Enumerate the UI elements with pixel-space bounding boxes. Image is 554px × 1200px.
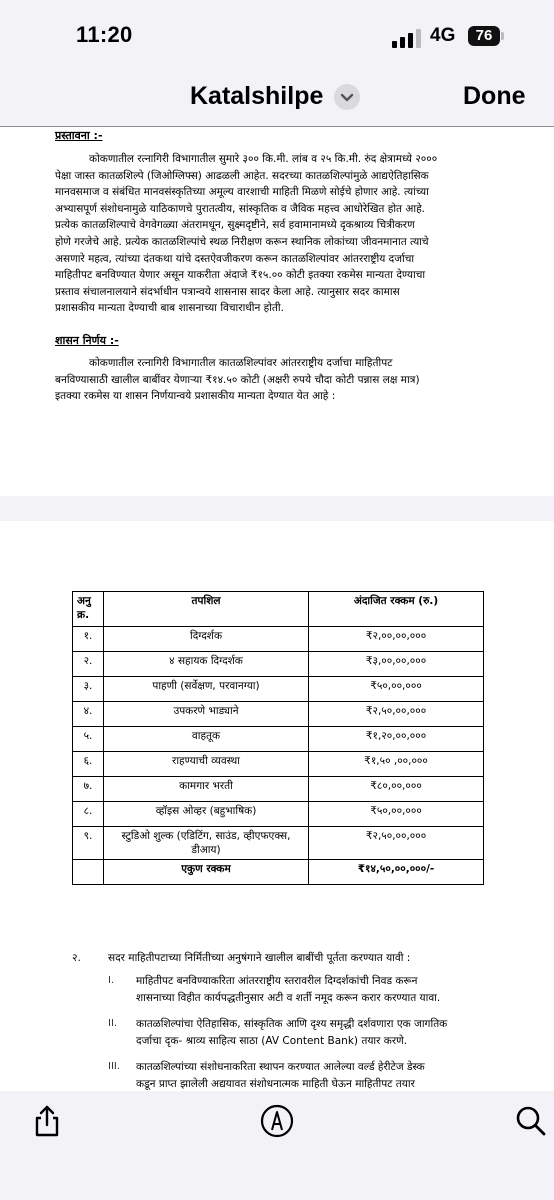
- decision-line: बनविण्यासाठी खालील बाबींवर येणाऱ्या ₹१४.५० कोटी (अक्षरी रुपये चौदा कोटी पन्नास लक्ष मात्र): [55, 373, 420, 386]
- chevron-down-icon: [334, 84, 360, 110]
- intro-line: असणारे महत्व, त्यांच्या दंतकथा यांचे दस्तऐवजीकरण करून कातळशिल्पांवर आंतरराष्ट्रीय दर्जाचा: [55, 252, 415, 265]
- intro-line: प्रत्येक कातळशिल्पाचे वेगवेगळ्या अंतरामधून, सुक्ष्मदृष्टीने, सर्व हवामानामध्ये दृकश्राव्य चित्रीकरण: [55, 219, 415, 232]
- table-row: [73, 677, 484, 702]
- row-amount: ₹१,५० ,००,०००: [309, 752, 484, 777]
- bottom-toolbar: [0, 1091, 554, 1200]
- nav-bar: [0, 70, 554, 126]
- row-amount: ₹८०,००,०००: [309, 777, 484, 802]
- document-page-1: [0, 126, 554, 496]
- intro-line: माहितीपट बनविण्यात येणार असून याकरीता अंदाजे ₹१५.०० कोटी इतक्या रकमेस मान्यता देण्याचा: [55, 269, 426, 282]
- decision-line: कोकणातील रत्नागिरी विभागातील कातळशिल्पांवर आंतरराष्ट्रीय दर्जाचा माहितीपट: [89, 357, 393, 369]
- intro-line: कोकणातील रत्नागिरी विभागातील सुमारे ३०० कि.मी. लांब व २५ कि.मी. रुंद क्षेत्रामध्ये २०००: [89, 153, 438, 165]
- table-row: [73, 627, 484, 652]
- document-title[interactable]: Katalshilpe: [190, 82, 324, 110]
- intro-line: प्रस्ताव संचालनालयाने संदर्भाधीन पत्रान्वये शासनास सादर केला आहे. त्यानुसार सदर कामास: [55, 285, 400, 298]
- row-details: राहण्याची व्यवस्था: [104, 752, 309, 777]
- row-details: वाहतूक: [104, 727, 309, 752]
- table-row: [73, 777, 484, 802]
- list-item-line: दर्जाचा दृक- श्राव्य साहित्य साठा (AV Content Bank) तयार करणे.: [136, 1035, 408, 1047]
- row-details: ४ सहायक दिग्दर्शक: [104, 652, 309, 677]
- document-page-2: [0, 521, 554, 1091]
- row-serial: ८.: [73, 802, 104, 827]
- intro-heading: प्रस्तावना :-: [55, 129, 103, 142]
- list-item-number: III.: [108, 1061, 121, 1072]
- table-row: [73, 752, 484, 777]
- row-serial: ६.: [73, 752, 104, 777]
- cellular-signal-icon: [392, 28, 426, 48]
- list-item: [136, 1059, 488, 1093]
- total-amount: ₹१४,५०,००,०००/-: [309, 860, 484, 885]
- done-button[interactable]: Done: [463, 82, 526, 110]
- intro-line: प्रशासकीय मान्यता देण्याची बाब शासनाच्या विचाराधीन होती.: [55, 302, 284, 315]
- battery-level: 76: [468, 26, 500, 46]
- row-details: दिग्दर्शक: [104, 627, 309, 652]
- row-details: व्हॉइस ओव्हर (बहुभाषिक): [104, 802, 309, 827]
- budget-table: [72, 591, 484, 885]
- row-serial: ९.: [73, 827, 104, 860]
- section-2-number: २.: [72, 952, 81, 964]
- network-type: 4G: [430, 25, 456, 46]
- list-item-line: कातळशिल्पांच्या संशोधनाकरिता स्थापन करण्यात आलेल्या वर्ल्ड हेरीटेज डेस्क: [136, 1061, 425, 1073]
- table-row: [73, 652, 484, 677]
- list-item-line: माहितीपट बनविण्याकरिता आंतरराष्ट्रीय स्तरावरील दिग्दर्शकांची निवड करून: [136, 975, 418, 987]
- list-item-line: शासनाच्या विहीत कार्यपद्धतीनुसार अटी व शर्ती नमूद करून करार करण्यात यावा.: [136, 992, 441, 1004]
- table-row: [73, 802, 484, 827]
- column-header-amount: अंदाजित रक्कम (रु.): [309, 592, 484, 627]
- row-details: पाहणी (सर्वेक्षण, परवानग्या): [104, 677, 309, 702]
- table-row: [73, 827, 484, 860]
- row-amount: ₹१,२०,००,०००: [309, 727, 484, 752]
- row-serial: १.: [73, 627, 104, 652]
- row-details: उपकरणे भाड्याने: [104, 702, 309, 727]
- row-amount: ₹५०,००,०००: [309, 677, 484, 702]
- list-item-number: II.: [108, 1018, 118, 1029]
- table-row: [73, 702, 484, 727]
- intro-line: पेक्षा जास्त कातळशिल्पे (जिओग्लिफ्स) आढळली आहेत. सदरच्या कातळशिल्पांमुळे आद्यऐतिहासिक: [55, 169, 429, 182]
- decision-heading: शासन निर्णय :-: [55, 334, 119, 347]
- row-amount: ₹२,५०,००,०००: [309, 827, 484, 860]
- intro-line: मानवसमाज व संबंधित मानवसंस्कृतिच्या अमूल्य वारशाची माहिती मिळणे सोईचे होणार आहे. त्यांच्या: [55, 186, 429, 199]
- row-amount: ₹२,००,००,०००: [309, 627, 484, 652]
- table-total-row: [73, 860, 484, 885]
- row-serial: ४.: [73, 702, 104, 727]
- list-item-number: I.: [108, 975, 115, 986]
- status-bar: [0, 0, 554, 70]
- markup-icon[interactable]: [259, 1103, 295, 1139]
- status-time: 11:20: [76, 22, 133, 47]
- list-item-line: कातळशिल्पांचा ऐतिहासिक, सांस्कृतिक आणि दृश्य समृद्धी दर्शवणारा एक जागतिक: [136, 1018, 448, 1030]
- table-header-row: [73, 592, 484, 627]
- row-serial: ७.: [73, 777, 104, 802]
- row-amount: ₹२,५०,००,०००: [309, 702, 484, 727]
- decision-line: इतक्या रकमेस या शासन निर्णयान्वये प्रशासकीय मान्यता देण्यात येत आहे :: [55, 390, 336, 403]
- row-serial: ५.: [73, 727, 104, 752]
- row-details: स्टुडिओ शुल्क (एडिटिंग, साउंड, व्हीएफएक्स, डीआय): [104, 827, 309, 860]
- section-2-text: सदर माहितीपटाच्या निर्मितीच्या अनुषंगाने खालील बाबींची पूर्तता करण्यात यावी :: [108, 952, 411, 964]
- column-header-details: तपशिल: [104, 592, 309, 627]
- decision-paragraph: [55, 355, 499, 405]
- row-serial: २.: [73, 652, 104, 677]
- column-header-serial: अनु क्र.: [73, 592, 104, 627]
- intro-line: अभ्यासपूर्ण संशोधनामुळे याठिकाणचे पुरातत्वीय, सांस्कृतिक व जैविक महत्त्व आधोरेखित होत आहे.: [55, 202, 426, 215]
- row-serial: ३.: [73, 677, 104, 702]
- intro-paragraph: [55, 151, 499, 317]
- battery-icon: [468, 26, 508, 48]
- title-menu-button[interactable]: [334, 84, 360, 110]
- section-2: [72, 951, 484, 965]
- intro-line: होणे गरजेचे आहे. प्रत्येक कातळशिल्पांचे स्थळ निरीक्षण करून स्थानिक लोकांच्या जीवनमानात त्याचे: [55, 235, 429, 248]
- list-item: [136, 1016, 488, 1050]
- share-icon[interactable]: [29, 1103, 65, 1139]
- row-details: कामगार भरती: [104, 777, 309, 802]
- table-row: [73, 727, 484, 752]
- total-label: एकुण रक्कम: [104, 860, 309, 885]
- row-amount: ₹३,००,००,०००: [309, 652, 484, 677]
- list-item-line: कडून प्राप्त झालेली अद्ययावत संशोधनात्मक माहिती घेऊन माहितीपट तयार: [136, 1078, 415, 1090]
- row-amount: ₹५०,००,०००: [309, 802, 484, 827]
- list-item: [136, 973, 488, 1007]
- search-icon[interactable]: [513, 1103, 549, 1139]
